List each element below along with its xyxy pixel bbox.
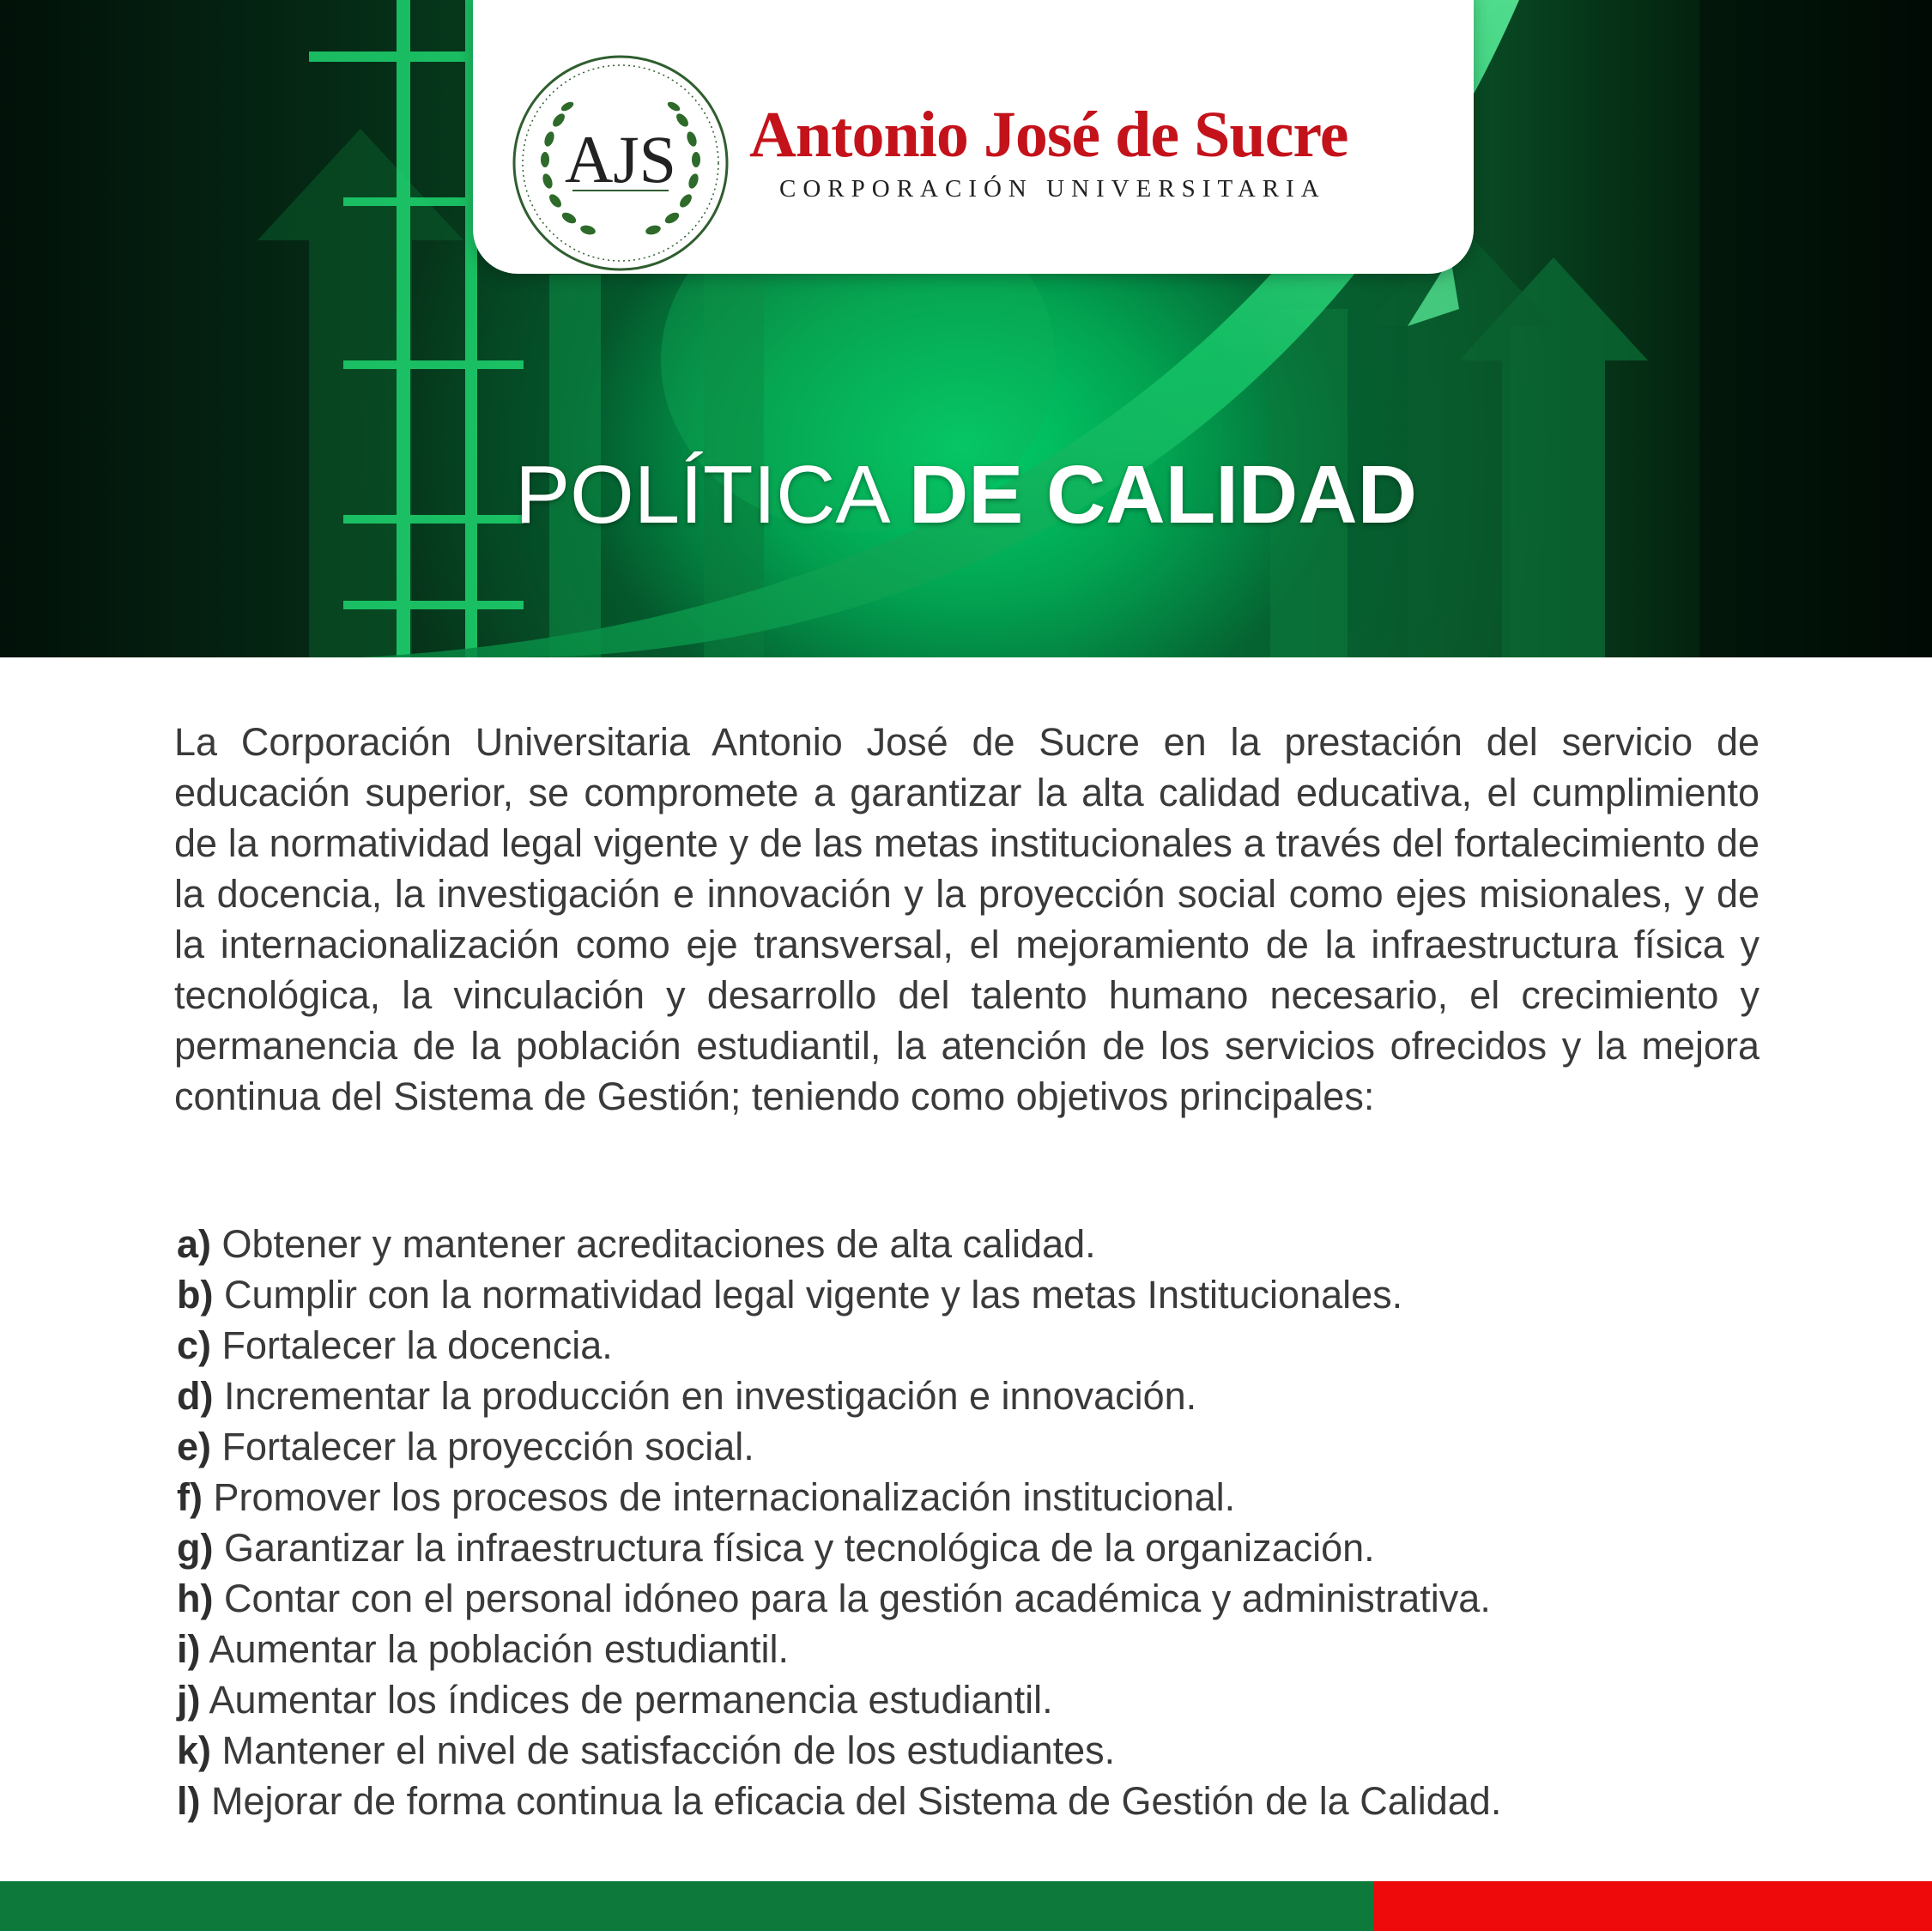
objective-item (177, 1269, 1808, 1320)
objective-letter: c) (177, 1323, 212, 1367)
policy-statement: La Corporación Universitaria Antonio José de Sucre en la prestación del servicio de educación superior, se compromete a garantizar la alta calidad educativa, el cumplimiento de la normatividad legal vigente y de las metas institucionales a través del fortalecimiento de la docencia, la investigación e innovación y la proyección social como ejes misionales, y de la internacionalización como eje transversal, el mejoramiento de la infraestructura física y tecnológica, la vinculación y desarrollo del talento humano necesario, el crecimiento y permanencia de la población estudiantil, la atención de los servicios ofrecidos y la mejora continua del Sistema de Gestión; teniendo como objetivos principales: (174, 720, 1759, 1118)
objective-text: Obtener y mantener acreditaciones de alta calidad. (221, 1222, 1096, 1266)
objective-text: Contar con el personal idóneo para la gestión académica y administrativa. (224, 1577, 1491, 1620)
objective-item (177, 1573, 1808, 1624)
objective-text: Promover los procesos de internacionalización institucional. (213, 1475, 1236, 1519)
objective-letter: b) (177, 1273, 214, 1317)
objective-text: Aumentar la población estudiantil. (209, 1627, 789, 1671)
logo-card (473, 0, 1474, 274)
objective-letter: j) (177, 1678, 201, 1722)
objective-item (177, 1320, 1808, 1371)
objective-item (177, 1219, 1808, 1269)
objective-item (177, 1522, 1808, 1573)
objective-text: Aumentar los índices de permanencia estudiantil. (209, 1678, 1053, 1722)
objective-text: Mejorar de forma continua la eficacia del Sistema de Gestión de la Calidad. (211, 1779, 1502, 1823)
brand-name: Antonio José de Sucre (749, 99, 1348, 171)
objective-text: Mantener el nivel de satisfacción de los estudiantes. (221, 1728, 1116, 1772)
university-seal-logo (511, 53, 730, 273)
page-title (0, 448, 1932, 542)
footer-bar-green (0, 1881, 1373, 1931)
footer-bar-red (1373, 1881, 1932, 1931)
objective-item (177, 1371, 1808, 1421)
objective-letter: h) (177, 1577, 214, 1620)
objective-letter: f) (177, 1475, 203, 1519)
objective-item (177, 1674, 1808, 1725)
objectives-list (177, 1219, 1808, 1826)
objective-letter: g) (177, 1526, 214, 1570)
objective-letter: d) (177, 1374, 214, 1418)
page-title-light: POLÍTICA (515, 449, 887, 541)
brand-subtitle: CORPORACIÓN UNIVERSITARIA (779, 175, 1326, 203)
page-title-bold: DE CALIDAD (908, 449, 1417, 541)
objective-text: Garantizar la infraestructura física y tecnológica de la organización. (224, 1526, 1375, 1570)
objective-item (177, 1725, 1808, 1776)
objective-item (177, 1776, 1808, 1826)
objective-text: Incrementar la producción en investigación e innovación. (224, 1374, 1197, 1418)
objective-text: Fortalecer la proyección social. (221, 1425, 754, 1468)
seal-monogram: AJS (564, 122, 677, 197)
objective-text: Fortalecer la docencia. (221, 1323, 613, 1367)
objective-item (177, 1421, 1808, 1472)
objective-letter: k) (177, 1728, 212, 1772)
objective-item (177, 1624, 1808, 1674)
objective-letter: l) (177, 1779, 201, 1823)
objective-letter: i) (177, 1627, 201, 1671)
objective-item (177, 1472, 1808, 1522)
objective-letter: e) (177, 1425, 212, 1468)
hero-banner (0, 0, 1932, 657)
objective-text: Cumplir con la normatividad legal vigente y las metas Institucionales. (224, 1273, 1403, 1317)
objective-letter: a) (177, 1222, 212, 1266)
